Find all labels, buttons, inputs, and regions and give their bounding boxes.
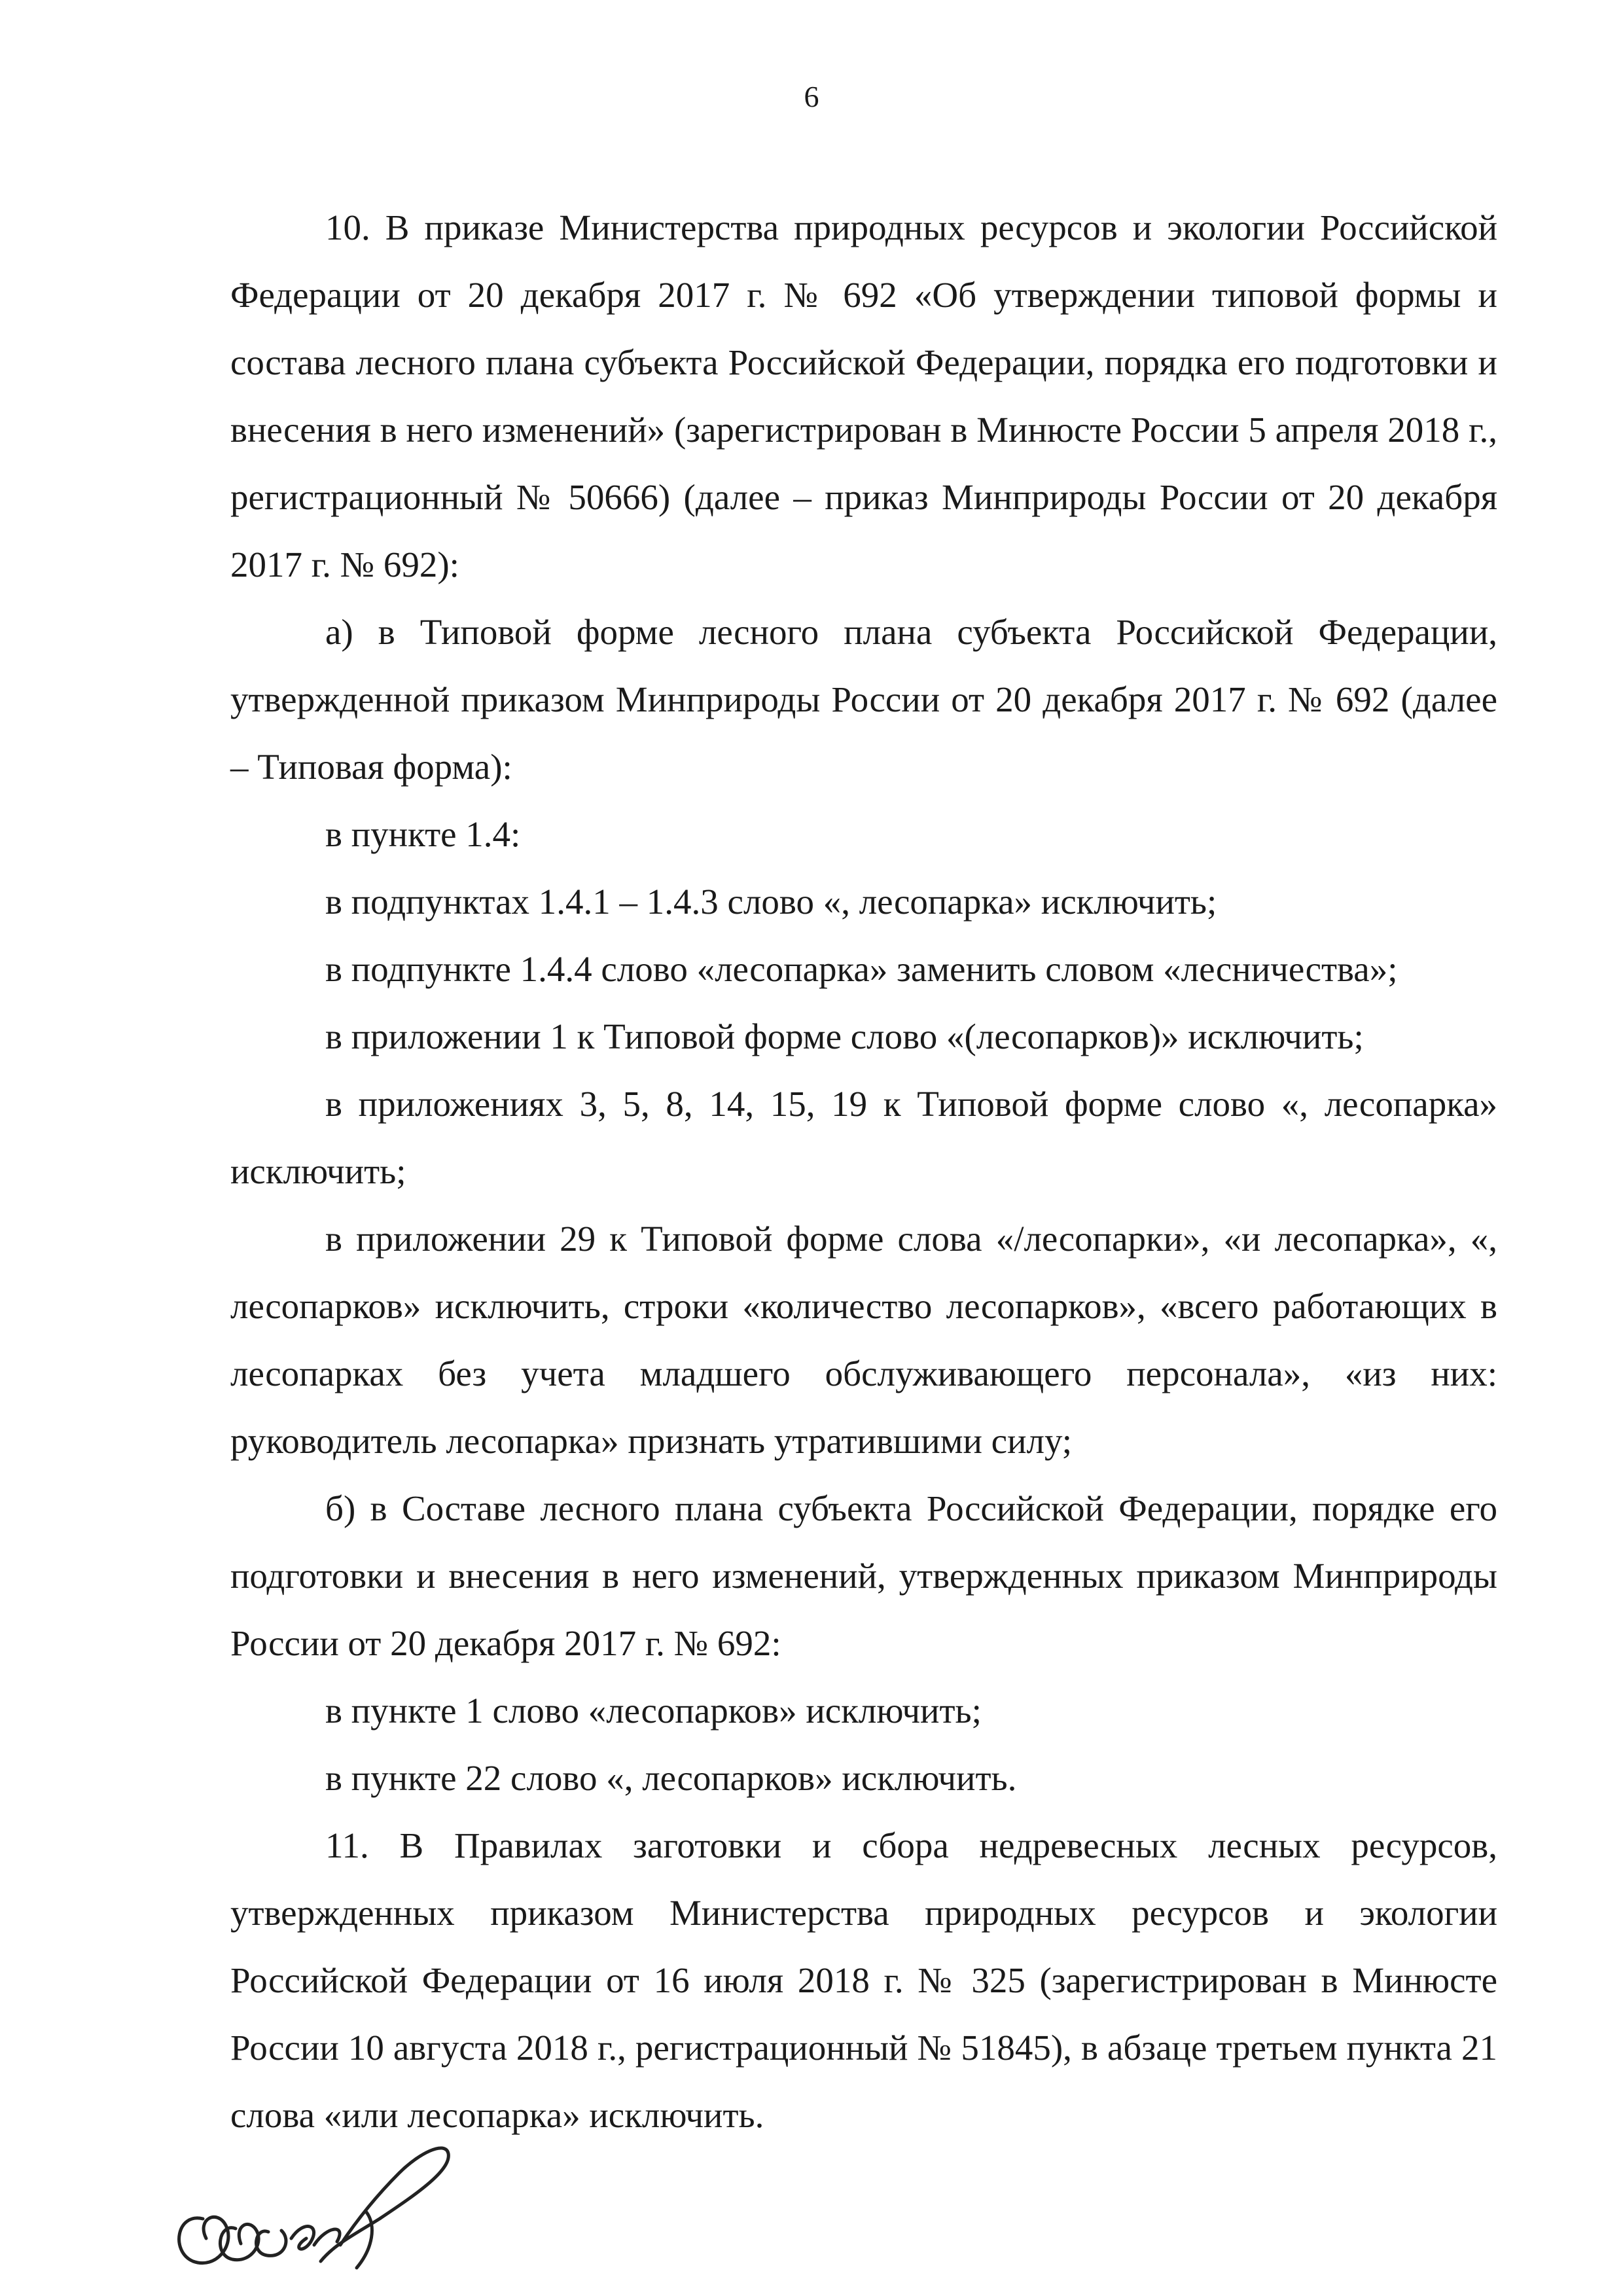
paragraph-item-10-intro: 10. В приказе Министерства природных ресурсов и экологии Российской Федерации от 20 декабря 2017 г. № 692 «Об утверждении типовой формы и состава лесного плана субъекта Российской Федерации, порядка его подготовки и внесения в него изменений» (зарегистрирован в Минюсте России 5 апреля 2018 г., регистрационный № 50666) (далее – приказ Минприроды России от 20 декабря 2017 г. № 692): xyxy=(230,207,1497,584)
paragraph-subpoint-1-4-4: в подпункте 1.4.4 слово «лесопарка» заменить словом «лесничества»; xyxy=(325,949,1398,989)
paragraph-subpoints-1-4-1-3: в подпунктах 1.4.1 – 1.4.3 слово «, лесопарка» исключить; xyxy=(325,882,1217,922)
paragraph-appendices-list: в приложениях 3, 5, 8, 14, 15, 19 к Типовой форме слово «, лесопарка» исключить; xyxy=(230,1084,1497,1191)
signature xyxy=(157,2114,465,2278)
page-number: 6 xyxy=(804,80,819,113)
paragraph-appendix-29: в приложении 29 к Типовой форме слова «/лесопарки», «и лесопарка», «, лесопарков» исключить, строки «количество лесопарков», «всего работающих в лесопарках без учета младшего обслуживающего персонала», «из них: руководитель лесопарка» признать утратившими силу; xyxy=(230,1219,1497,1461)
document-body xyxy=(230,194,1497,2149)
paragraph-subitem-b: б) в Составе лесного плана субъекта Российской Федерации, порядке его подготовки и внесения в него изменений, утвержденных приказом Минприроды России от 20 декабря 2017 г. № 692: xyxy=(230,1488,1497,1663)
paragraph-item-11: 11. В Правилах заготовки и сбора недревесных лесных ресурсов, утвержденных приказом Министерства природных ресурсов и экологии Российской Федерации от 16 июля 2018 г. № 325 (зарегистрирован в Минюсте России 10 августа 2018 г., регистрационный № 51845), в абзаце третьем пункта 21 слова «или лесопарка» исключить. xyxy=(230,1825,1497,2135)
paragraph-point-1: в пункте 1 слово «лесопарков» исключить; xyxy=(325,1691,982,1731)
paragraph-point-1-4: в пункте 1.4: xyxy=(325,814,521,854)
paragraph-appendix-1: в приложении 1 к Типовой форме слово «(лесопарков)» исключить; xyxy=(325,1016,1364,1056)
paragraph-point-22: в пункте 22 слово «, лесопарков» исключить. xyxy=(325,1758,1017,1798)
signature-mark xyxy=(157,2114,465,2278)
paragraph-subitem-a: а) в Типовой форме лесного плана субъекта Российской Федерации, утвержденной приказом Минприроды России от 20 декабря 2017 г. № 692 (далее – Типовая форма): xyxy=(230,612,1497,787)
